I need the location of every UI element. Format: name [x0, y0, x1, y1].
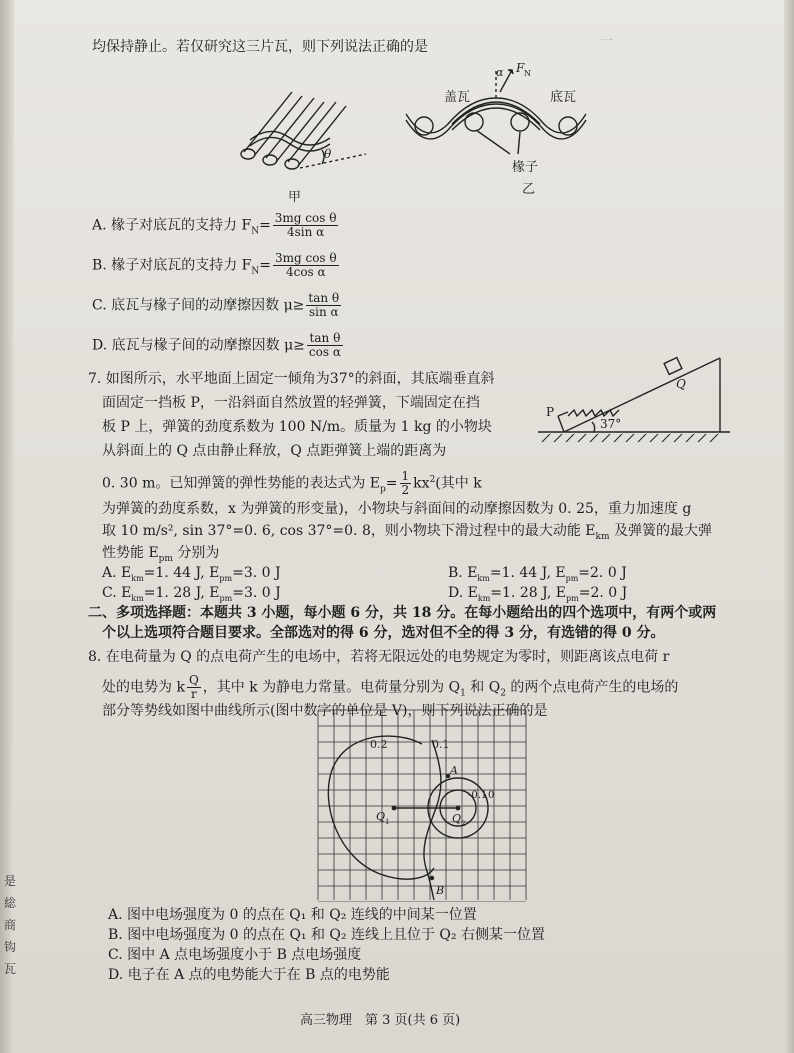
label-q1-sub: 1: [385, 818, 390, 826]
page-right-edge: [784, 0, 794, 1053]
q7-line-7: 取 10 m/s², sin 37°=0. 6, cos 37°=0. 8，则小物块下滑过程中的最大动能 $E_{km}$ 及弹簧的最大弹: [102, 523, 712, 542]
q8-option-c: C. 图中 A 点电场强度小于 B 点电场强度: [108, 947, 362, 963]
q7-line-8: 性势能 $E_{pm}$ 分别为: [102, 545, 220, 564]
q7-line-3: 板 P 上，弹簧的劲度系数为 100 N/m。质量为 1 kg 的小物块: [102, 419, 492, 435]
label-zero: 0: [488, 790, 495, 801]
theta-label: θ: [324, 147, 332, 161]
q7-line-1: 7. 如图所示，水平地面上固定一倾角为37°的斜面，其底端垂直斜: [88, 371, 495, 387]
q6-option-c: C. 底瓦与椽子间的动摩擦因数 μ≥ $\frac{\text{tan θ}}{\text{sin α}}$: [92, 291, 340, 319]
q6-option-b: B. 椽子对底瓦的支持力 $F_N=$ $\frac{\text{3mg cos θ}}{\text{4cos α}}$: [92, 251, 337, 279]
q7-line-4: 从斜面上的 Q 点由静止释放，Q 点距弹簧上端的距离为: [102, 443, 447, 459]
q8-line-1: 8. 在电荷量为 Q 的点电荷产生的电场中，若将无限远处的电势规定为零时，则距离该点电荷 r: [88, 649, 670, 665]
q7-line-2: 面固定一挡板 P，一沿斜面自然放置的轻弹簧，下端固定在挡: [102, 395, 480, 411]
q7-option-d: D. $E_{km}=1$. 28 J, $E_{pm}=2$. 0 J: [448, 585, 628, 603]
question-intro: 均保持静止。若仅研究这三片瓦，则下列说法正确的是: [92, 39, 428, 55]
q8-option-d: D. 电子在 A 点的电势能大于在 B 点的电势能: [108, 967, 390, 983]
q6-option-d: D. 底瓦与椽子间的动摩擦因数 μ≥ $\frac{\text{tan θ}}{\text{cos α}}$: [92, 331, 341, 359]
label-a: A: [450, 764, 458, 777]
margin-fragments: 是 総 商 钩 瓦: [4, 874, 17, 976]
label-q2: Q: [452, 812, 462, 825]
figure-yi: [400, 62, 590, 202]
bleed-through-text: 一: [600, 34, 705, 49]
label-minus-0-1: -0.1: [468, 790, 488, 801]
alpha-label: α: [496, 66, 504, 79]
incline-p-label: P: [546, 405, 555, 419]
q8-option-a: A. 图中电场强度为 0 的点在 Q₁ 和 Q₂ 连线的中间某一位置: [108, 907, 477, 923]
fig-yi-label: 乙: [522, 182, 536, 197]
figure-incline: [534, 350, 734, 445]
incline-q-label: Q: [676, 377, 686, 391]
fig-jia-label: 甲: [288, 190, 302, 205]
fn-label: F: [516, 62, 525, 75]
label-0-2: 0.2: [370, 738, 388, 751]
chuanzi-label: 椽子: [512, 160, 539, 175]
label-0-1: 0.1: [432, 738, 450, 751]
q6-option-a: A. 椽子对底瓦的支持力 $F_N=$ $\frac{\text{3mg cos θ}}{\text{4sin α}}$: [92, 211, 337, 239]
figure-equipotential: [316, 708, 528, 902]
label-q1: Q: [376, 810, 386, 823]
section2-heading-line-2: 个以上选项符合题目要求。全部选对的得 6 分，选对但不全的得 3 分，有选错的得 0 分。: [102, 625, 665, 641]
q7-option-c: C. $E_{km}=1$. 28 J, $E_{pm}=3$. 0 J: [102, 585, 281, 603]
gaiwa-label: 盖瓦: [444, 90, 471, 105]
q2-point: [456, 806, 461, 811]
section2-heading-line-1: 二、多项选择题：本题共 3 小题，每小题 6 分，共 18 分。在每小题给出的四个选项中，有两个或两: [88, 605, 717, 621]
q8-line-3: 部分等势线如图中曲线所示(图中数字的单位是 V)，则下列说法正确的是: [102, 703, 548, 719]
label-b: B: [436, 884, 445, 897]
diwa-label: 底瓦: [550, 90, 577, 105]
fn-sub-label: N: [524, 69, 531, 78]
q8-option-b: B. 图中电场强度为 0 的点在 Q₁ 和 Q₂ 连线上且位于 Q₂ 右侧某一位置: [108, 927, 545, 943]
q7-line-5: 0. 30 m。已知弹簧的弹性势能的表达式为 $E_p=$ $\frac{1}{2}$ $kx^2$(其中 k: [102, 469, 482, 497]
q7-line-6: 为弹簧的劲度系数，x 为弹簧的形变量)，小物块与斜面间的动摩擦因数为 0. 25，重力加速度 g: [102, 501, 692, 517]
q7-option-b: B. $E_{km}=1$. 44 J, $E_{pm}=2$. 0 J: [448, 565, 627, 583]
q7-option-a: A. $E_{km}=1$. 44 J, $E_{pm}=3$. 0 J: [102, 565, 281, 583]
q8-line-2: 处的电势为 k $\frac{Q}{r}$ ，其中 k 为静电力常量。电荷量分别为 $Q_1$ 和 $Q_2$ 的两个点电荷产生的电场的: [102, 673, 679, 701]
page-footer: 高三物理 第 3 页(共 6 页): [300, 1013, 461, 1028]
q1-point: [392, 806, 397, 811]
point-b: [430, 876, 434, 880]
incline-angle-label: 37°: [600, 417, 622, 431]
label-q2-sub: 2: [461, 820, 466, 828]
